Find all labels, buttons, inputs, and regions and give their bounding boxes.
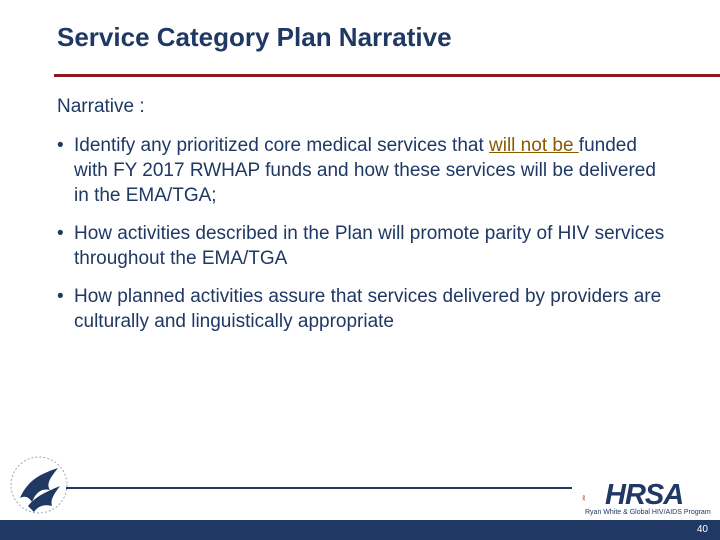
- bullet-text-end: funded with FY 2017 RWHAP funds and how these services will be delivered in the EMA/TGA;: [74, 135, 656, 206]
- page-number: 40: [696, 524, 708, 535]
- title-divider: [54, 74, 720, 77]
- slide-title: Service Category Plan Narrative: [57, 22, 452, 52]
- bullet-emphasis: will not be: [489, 135, 579, 156]
- bullet-text: How activities described in the Plan will promote parity of HIV services throughout the EMA/TGA: [74, 223, 665, 269]
- bullet-text-start: Identify any prioritized core medical services that: [74, 135, 490, 156]
- footer-divider: [66, 487, 572, 489]
- list-item: [57, 133, 667, 208]
- bullet-marker: •: [57, 223, 64, 244]
- bullet-list: [57, 133, 667, 347]
- list-item: [57, 221, 667, 271]
- narrative-heading: Narrative :: [57, 96, 145, 117]
- list-item: [57, 284, 667, 334]
- bullet-text: How planned activities assure that services delivered by providers are culturally and linguistically appropriate: [74, 286, 662, 332]
- footer-bar: [0, 520, 720, 540]
- hhs-eagle-seal-icon: [6, 450, 72, 520]
- hrsa-logo-subtitle: Ryan White & Global HIV/AIDS Program: [585, 509, 711, 516]
- bullet-marker: •: [57, 286, 64, 307]
- hrsa-logo: HRSA: [605, 479, 684, 511]
- bullet-marker: •: [57, 135, 64, 156]
